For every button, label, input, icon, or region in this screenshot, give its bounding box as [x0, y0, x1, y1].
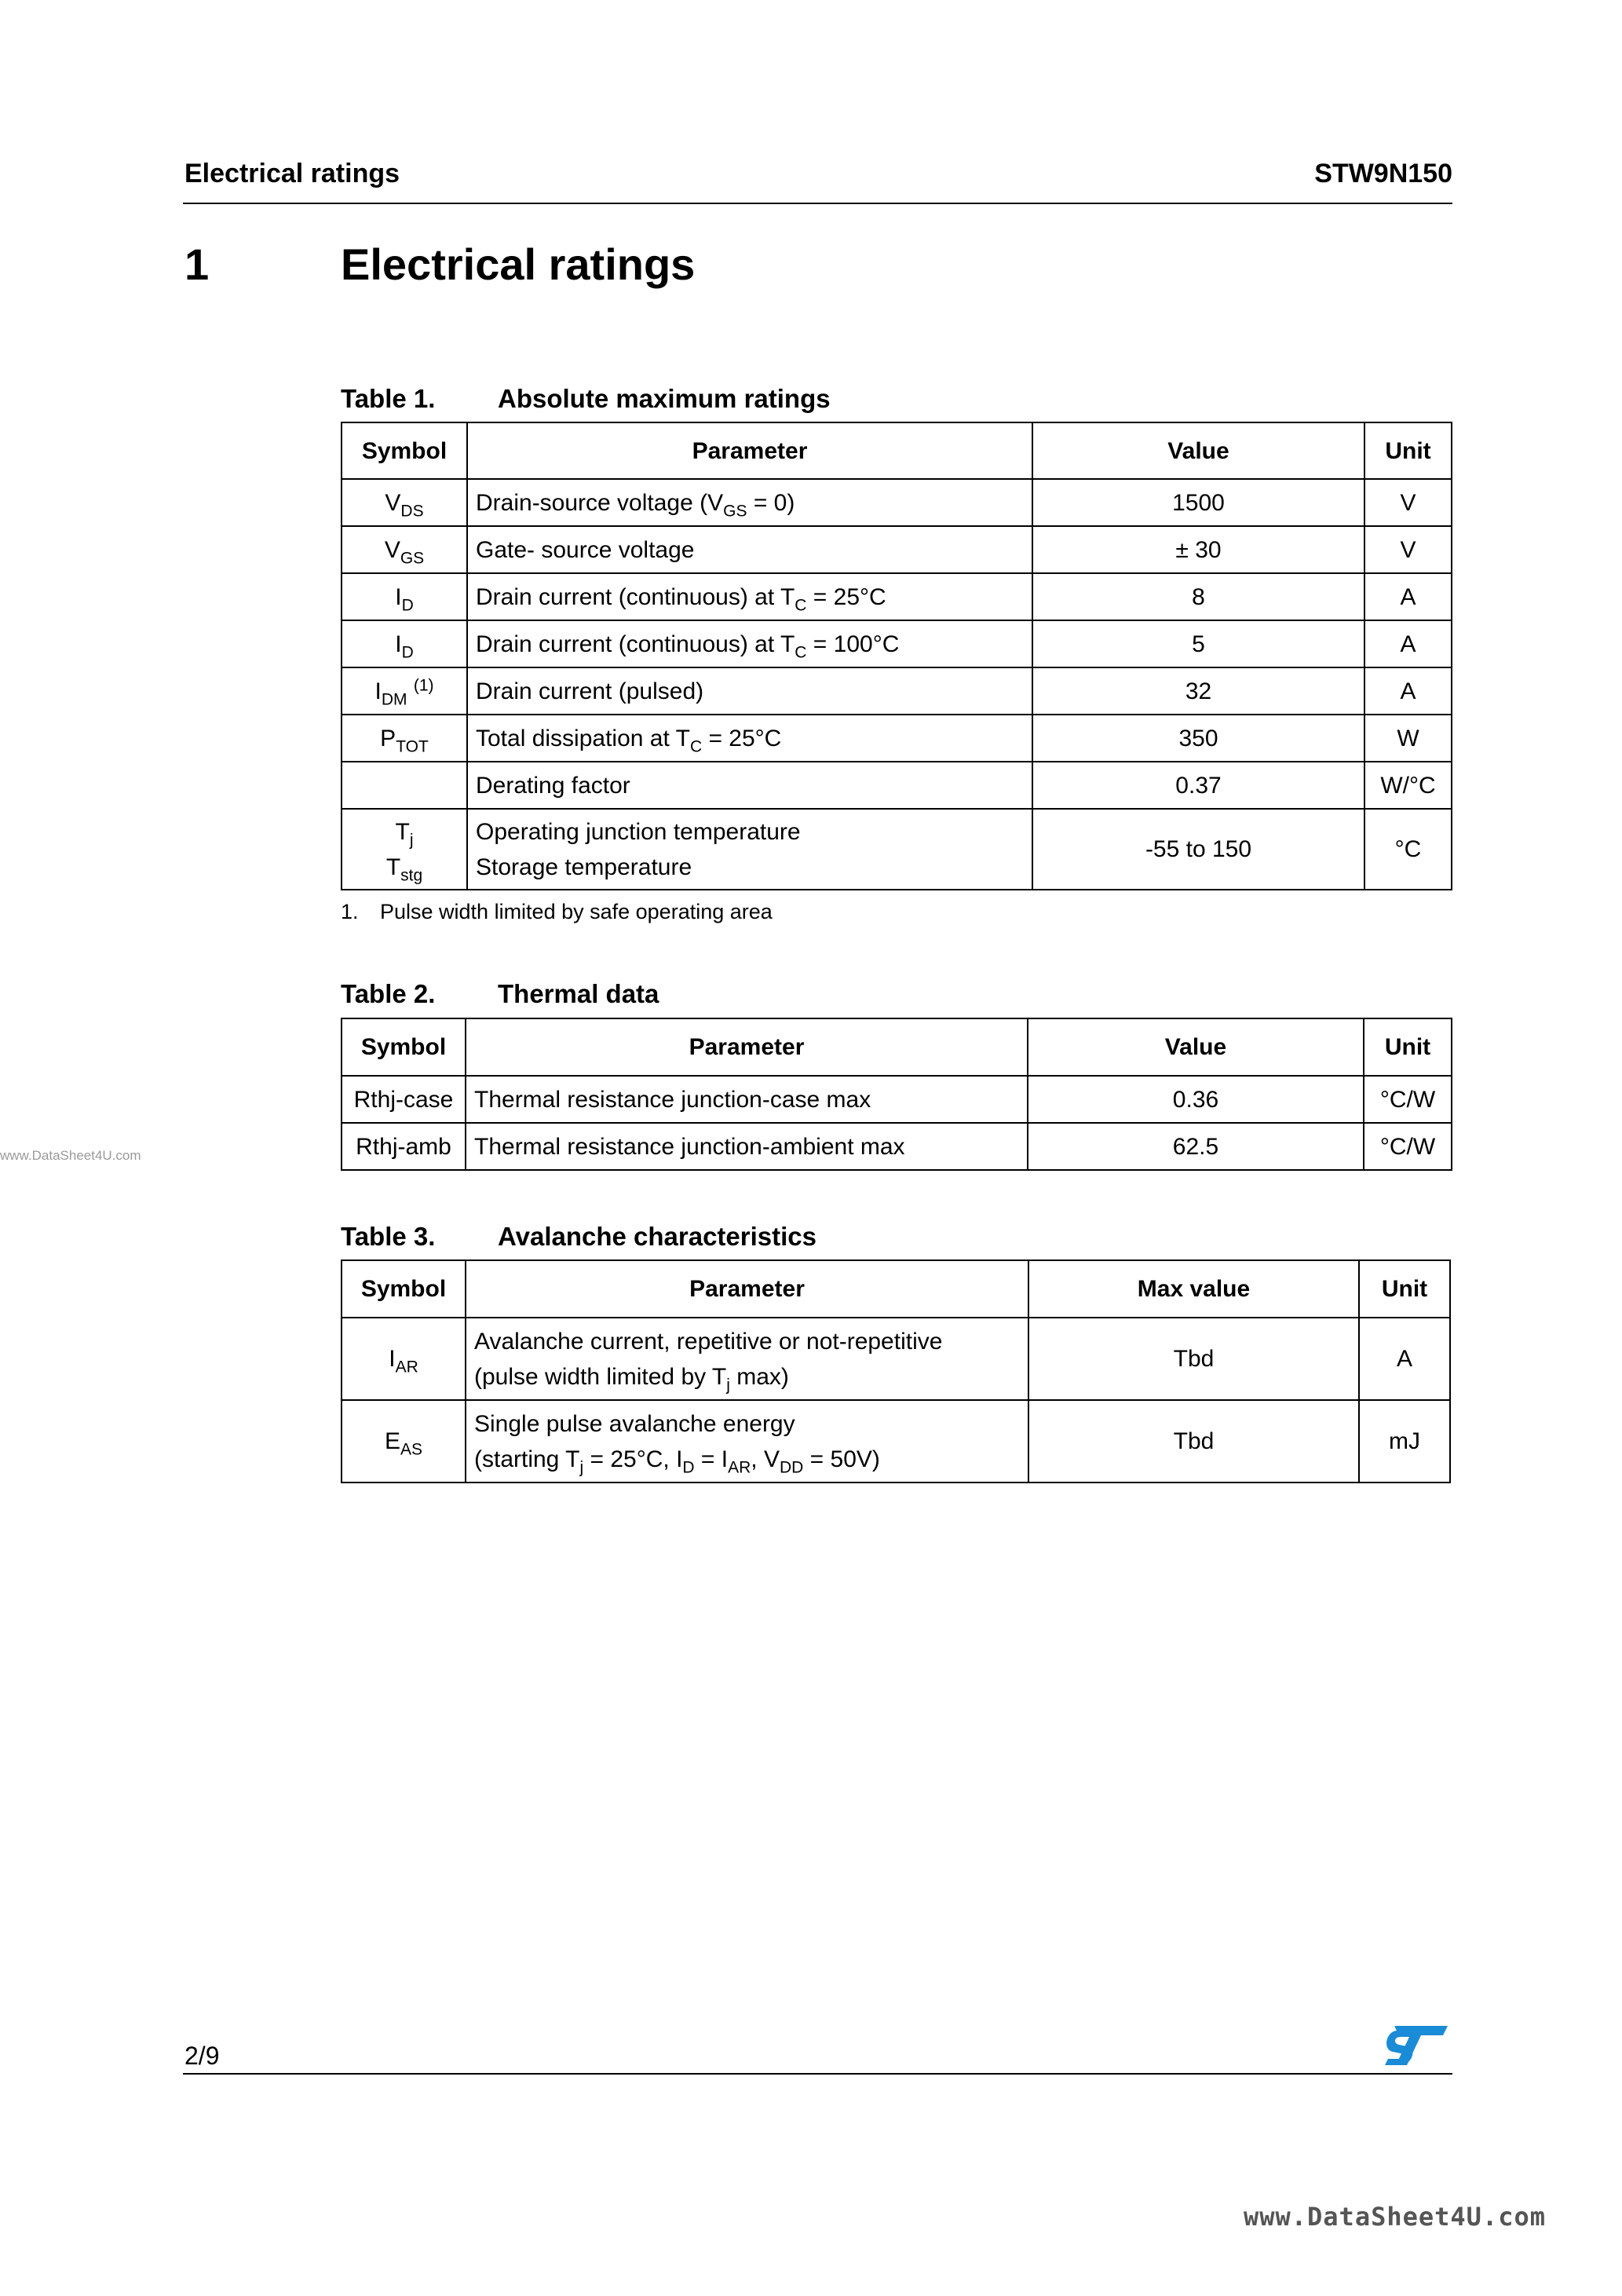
symbol-cell: $E_{AS}$: [342, 1400, 466, 1483]
header-unit: Unit: [1364, 1018, 1452, 1076]
table-row: [342, 1318, 1450, 1400]
value-cell: 350: [1032, 715, 1364, 762]
header-rule: [183, 203, 1452, 204]
table-avalanche-characteristics: [341, 1260, 1451, 1483]
table-header-row: [342, 422, 1452, 479]
header-parameter: Parameter: [466, 1260, 1028, 1318]
symbol-cell: $P_{TOT}$: [342, 715, 467, 762]
running-header-part-number: STW9N150: [1314, 159, 1452, 188]
symbol-cell: $I_{DM}$ $^{(1)}$: [342, 667, 467, 715]
unit-cell: A: [1359, 1318, 1450, 1400]
footer-watermark: www.DataSheet4U.com: [1243, 2202, 1546, 2232]
table1-label: Table 1.: [341, 384, 436, 413]
side-watermark: www.DataSheet4U.com: [0, 1148, 141, 1163]
symbol-cell: $I_D$: [342, 573, 467, 620]
symbol-cell: $V_{GS}$: [342, 526, 467, 573]
parameter-cell: Drain current (continuous) at $T_C = 100^\circ C$: [467, 620, 1032, 667]
parameter-cell: Single pulse avalanche energy (starting $T_j = 25^\circ C$, $I_D = I_{AR}$, $V_{DD} = 50V$): [466, 1400, 1028, 1483]
unit-cell: mJ: [1359, 1400, 1450, 1483]
table-row: [342, 1400, 1450, 1483]
unit-cell: A: [1364, 573, 1452, 620]
header-value: Value: [1028, 1018, 1364, 1076]
unit-cell: W: [1364, 715, 1452, 762]
section-title: Electrical ratings: [341, 239, 696, 289]
parameter-cell: Gate- source voltage: [467, 526, 1032, 573]
symbol-cell: $I_D$: [342, 620, 467, 667]
table-row: [342, 762, 1452, 809]
parameter-cell: Operating junction temperature Storage temperature: [467, 809, 1032, 890]
table1-footnote: 1. Pulse width limited by safe operating area: [341, 900, 773, 923]
table-row: [342, 573, 1452, 620]
parameter-cell: Thermal resistance junction-ambient max: [466, 1123, 1028, 1170]
footer-rule: [183, 2073, 1452, 2075]
value-cell: 62.5: [1028, 1123, 1364, 1170]
parameter-cell: Derating factor: [467, 762, 1032, 809]
header-max-value: Max value: [1028, 1260, 1359, 1318]
table-row: [342, 809, 1452, 890]
symbol-cell: $V_{DS}$: [342, 479, 467, 526]
table2-label: Table 2.: [341, 979, 436, 1008]
unit-cell: °C/W: [1364, 1076, 1452, 1123]
unit-cell: V: [1364, 526, 1452, 573]
header-parameter: Parameter: [466, 1018, 1028, 1076]
value-cell: 0.37: [1032, 762, 1364, 809]
value-cell: 5: [1032, 620, 1364, 667]
value-cell: Tbd: [1028, 1318, 1359, 1400]
unit-cell: °C/W: [1364, 1123, 1452, 1170]
value-cell: 1500: [1032, 479, 1364, 526]
table2-title: Thermal data: [498, 979, 659, 1008]
table3-label: Table 3.: [341, 1222, 436, 1251]
table3-title: Avalanche characteristics: [498, 1222, 817, 1251]
table1-caption: [341, 384, 831, 414]
section-number: 1: [184, 239, 210, 289]
symbol-cell: $T_j$ $T_{stg}$: [342, 809, 467, 890]
table-thermal-data: [341, 1018, 1452, 1171]
value-cell: 8: [1032, 573, 1364, 620]
value-cell: ± 30: [1032, 526, 1364, 573]
value-cell: 32: [1032, 667, 1364, 715]
parameter-cell: Drain current (pulsed): [467, 667, 1032, 715]
header-unit: Unit: [1359, 1260, 1450, 1318]
running-header-section: Electrical ratings: [184, 159, 400, 188]
header-symbol: Symbol: [342, 422, 467, 479]
header-symbol: Symbol: [342, 1260, 466, 1318]
table-header-row: [342, 1260, 1450, 1318]
table-row: [342, 1123, 1452, 1170]
parameter-cell: Thermal resistance junction-case max: [466, 1076, 1028, 1123]
header-unit: Unit: [1364, 422, 1452, 479]
value-cell: 0.36: [1028, 1076, 1364, 1123]
symbol-cell: [342, 762, 467, 809]
parameter-cell: Avalanche current, repetitive or not-repetitive (pulse width limited by $T_j$ max): [466, 1318, 1028, 1400]
footnote-ref: (1): [413, 676, 434, 694]
table2-caption: [341, 979, 659, 1009]
table-row: [342, 715, 1452, 762]
symbol-cell: Rthj-amb: [342, 1123, 466, 1170]
table1-title: Absolute maximum ratings: [498, 384, 831, 413]
parameter-cell: Total dissipation at $T_C = 25^\circ C$: [467, 715, 1032, 762]
unit-cell: W/°C: [1364, 762, 1452, 809]
table3-caption: [341, 1222, 817, 1252]
table-row: [342, 526, 1452, 573]
st-logo-icon: [1383, 2024, 1449, 2067]
parameter-cell: Drain-source voltage $(V_{GS} = 0)$: [467, 479, 1032, 526]
table-row: [342, 479, 1452, 526]
table-row: [342, 667, 1452, 715]
header-symbol: Symbol: [342, 1018, 466, 1076]
symbol-cell: $I_{AR}$: [342, 1318, 466, 1400]
table-absolute-maximum-ratings: [341, 422, 1452, 890]
page-number: 2/9: [184, 2042, 220, 2070]
value-cell: Tbd: [1028, 1400, 1359, 1483]
table-row: [342, 620, 1452, 667]
unit-cell: A: [1364, 620, 1452, 667]
parameter-cell: Drain current (continuous) at $T_C = 25^\circ C$: [467, 573, 1032, 620]
unit-cell: °C: [1364, 809, 1452, 890]
symbol-cell: Rthj-case: [342, 1076, 466, 1123]
header-value: Value: [1032, 422, 1364, 479]
unit-cell: V: [1364, 479, 1452, 526]
header-parameter: Parameter: [467, 422, 1032, 479]
table-row: [342, 1076, 1452, 1123]
value-cell: -55 to 150: [1032, 809, 1364, 890]
unit-cell: A: [1364, 667, 1452, 715]
table-header-row: [342, 1018, 1452, 1076]
